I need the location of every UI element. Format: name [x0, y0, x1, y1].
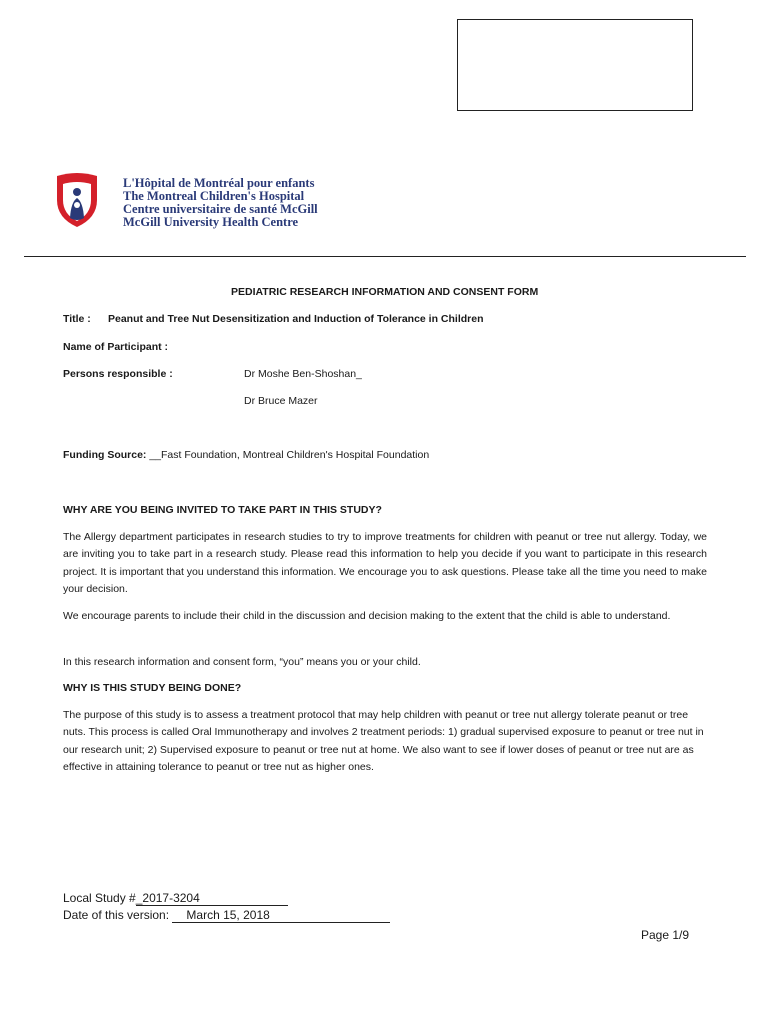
form-heading: PEDIATRIC RESEARCH INFORMATION AND CONSENT FORM [231, 286, 539, 298]
page-number: Page 1/9 [641, 928, 690, 942]
person-2: Dr Bruce Mazer [244, 395, 318, 407]
funding-label: Funding Source: [63, 449, 147, 461]
logo-line-3: Centre universitaire de santé McGill [123, 202, 318, 216]
hospital-shield-icon [55, 172, 99, 228]
paragraph-parents: We encourage parents to include their child in the discussion and decision making to the extent that the child is able to understand. [63, 610, 671, 622]
paragraph-you-means: In this research information and consent form, “you” means you or your child. [63, 656, 421, 668]
hospital-logo-text [123, 177, 318, 229]
study-number: _2017-3204 [136, 892, 288, 906]
why-done-heading: WHY IS THIS STUDY BEING DONE? [63, 682, 242, 694]
funding-source [63, 449, 429, 462]
why-invited-heading: WHY ARE YOU BEING INVITED TO TAKE PART IN THIS STUDY? [63, 504, 382, 516]
persons-label: Persons responsible : [63, 368, 173, 380]
funding-value: __Fast Foundation, Montreal Children's Hospital Foundation [149, 449, 430, 461]
version-line [63, 908, 390, 923]
stamp-box [457, 19, 693, 111]
title-label: Title : [63, 313, 91, 325]
study-label: Local Study # [63, 891, 136, 905]
logo-line-2: The Montreal Children's Hospital [123, 189, 305, 203]
paragraph-invitation: The Allergy department participates in research studies to try to improve treatments for children with peanut or tree nut allergy. Today, we are inviting you to take part in a research study. Please read this information to help you decide if you want to participate in this research project. It is important that you understand this information. We encourage you to ask questions. Please take all the time you need to make your decision. [63, 531, 707, 595]
header-rule [24, 256, 746, 257]
person-1: Dr Moshe Ben-Shoshan_ [244, 368, 362, 380]
version-label: Date of this version: [63, 908, 170, 922]
local-study-line [63, 891, 288, 906]
logo-line-1: L'Hôpital de Montréal pour enfants [123, 176, 315, 190]
participant-label: Name of Participant : [63, 341, 169, 353]
title-value: Peanut and Tree Nut Desensitization and Induction of Tolerance in Children [108, 313, 484, 325]
version-date: March 15, 2018 [172, 909, 390, 923]
logo-line-4: McGill University Health Centre [123, 215, 299, 229]
paragraph-purpose: The purpose of this study is to assess a treatment protocol that may help children with peanut or tree nut allergy tolerate peanut or tree nuts. This process is called Oral Immunotherapy and involves 2 treatment periods: 1) gradual supervised exposure to peanut or tree nut in our research unit; 2) Supervised exposure to peanut or tree nut at home. We also want to see if lower doses of peanut or tree nut are as effective in attaining tolerance to peanut or tree nut as higher ones. [63, 709, 704, 773]
